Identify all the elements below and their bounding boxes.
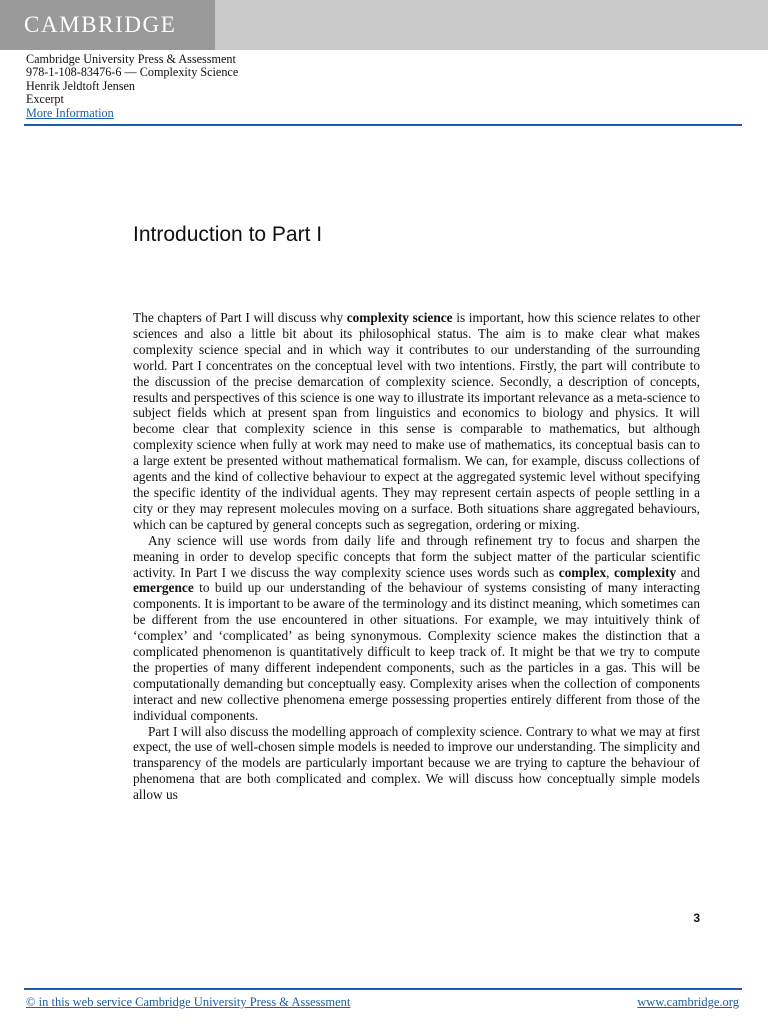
body-paragraph xyxy=(133,533,700,724)
more-information-link[interactable]: More Information xyxy=(26,105,114,120)
header-divider xyxy=(24,124,742,126)
copyright-link[interactable]: © in this web service Cambridge University Press & Assessment xyxy=(26,995,351,1009)
author-line: Henrik Jeldtoft Jensen xyxy=(26,78,135,93)
text-run: The chapters of Part I will discuss why xyxy=(133,310,347,325)
cambridge-website-link[interactable]: www.cambridge.org xyxy=(637,995,739,1009)
publisher-line: Cambridge University Press & Assessment xyxy=(26,52,236,66)
chapter-body xyxy=(133,310,700,803)
excerpt-label: Excerpt xyxy=(26,92,64,107)
isbn-title-line: 978-1-108-83476-6 — Complexity Science xyxy=(26,65,239,80)
header-band xyxy=(0,0,768,50)
text-run: Part I will also discuss the modelling approach of complexity science. Contrary to what we may at first expect, the use of well-chosen simple models is needed to improve our understanding. The simplicity and transparency of the models are particularly important because we are trying to capture the behaviour of phenomena that are both complicated and complex. We will discuss how conceptually simple models allow us xyxy=(133,723,700,803)
text-run: is important, how this science relates to other sciences and also a little bit about its philosophical status. The aim is to make clear what makes complexity science special and in which way it contributes to our understanding of the surrounding world. Part I concentrates on the conceptual level with two intentions. Firstly, the part will contribute to the discussion of the precise demarcation of complexity science. Secondly, a description of concepts, results and perspectives of this science is one way to illustrate its important relevance as a meta-science to subject fields which at present span from linguistics and economics to biology and physics. It will become clear that complexity science in this sense is comparable to mathematics, but although complexity science when fully at work may need to make use of mathematics, its conceptual basis can to a large extent be presented without mathematical formalism. We can, for example, discuss collections of agents and the kind of collective behaviour to expect at the aggregated systemic level without specifying the specific identity of the individual agents. They may represent certain aspects of people settling in a city or they may represent molecules moving on a surface. Both situations share aggregated behaviours, which can be captured by general concepts such as segregation, ordering or mixing. xyxy=(133,310,701,532)
text-run: and xyxy=(676,564,701,580)
key-term: complex xyxy=(558,564,607,580)
logo-text: CAMBRIDGE xyxy=(24,12,177,37)
text-run: Any science will use words from daily life and through refinement try to focus and sharpen the meaning in order to develop specific concepts that form the subject matter of the particular scientific activity. In Part I we discuss the way complexity science uses words such as xyxy=(133,532,700,580)
key-term: complexity xyxy=(613,564,677,580)
text-run: , xyxy=(606,564,614,580)
body-paragraph xyxy=(133,724,700,804)
page-number: 3 xyxy=(693,911,700,925)
key-term: complexity science xyxy=(346,310,453,325)
key-term: emergence xyxy=(133,580,194,596)
book-metadata xyxy=(26,53,238,120)
cambridge-logo[interactable] xyxy=(0,0,215,50)
chapter-title: Introduction to Part I xyxy=(133,223,323,246)
footer-divider xyxy=(24,988,742,990)
text-run: to build up our understanding of the behaviour of systems consisting of many interacting components. It is important to be aware of the terminology and its distinct meaning, which sometimes can be different from the use encountered in other situations. For example, we may intuitively think of ‘complex’ and ‘complicated’ as being synonymous. Complexity science makes the distinction that a complicated phenomenon is quantitatively difficult to keep track of. It might be that we try to compute the properties of many different independent components, such as the particles in a gas. This will be computationally demanding but conceptually easy. Complexity arises when the collection of components interact and new collective phenomena emerge possessing properties entirely different from those of the individual components. xyxy=(133,580,700,723)
body-paragraph xyxy=(133,310,700,533)
